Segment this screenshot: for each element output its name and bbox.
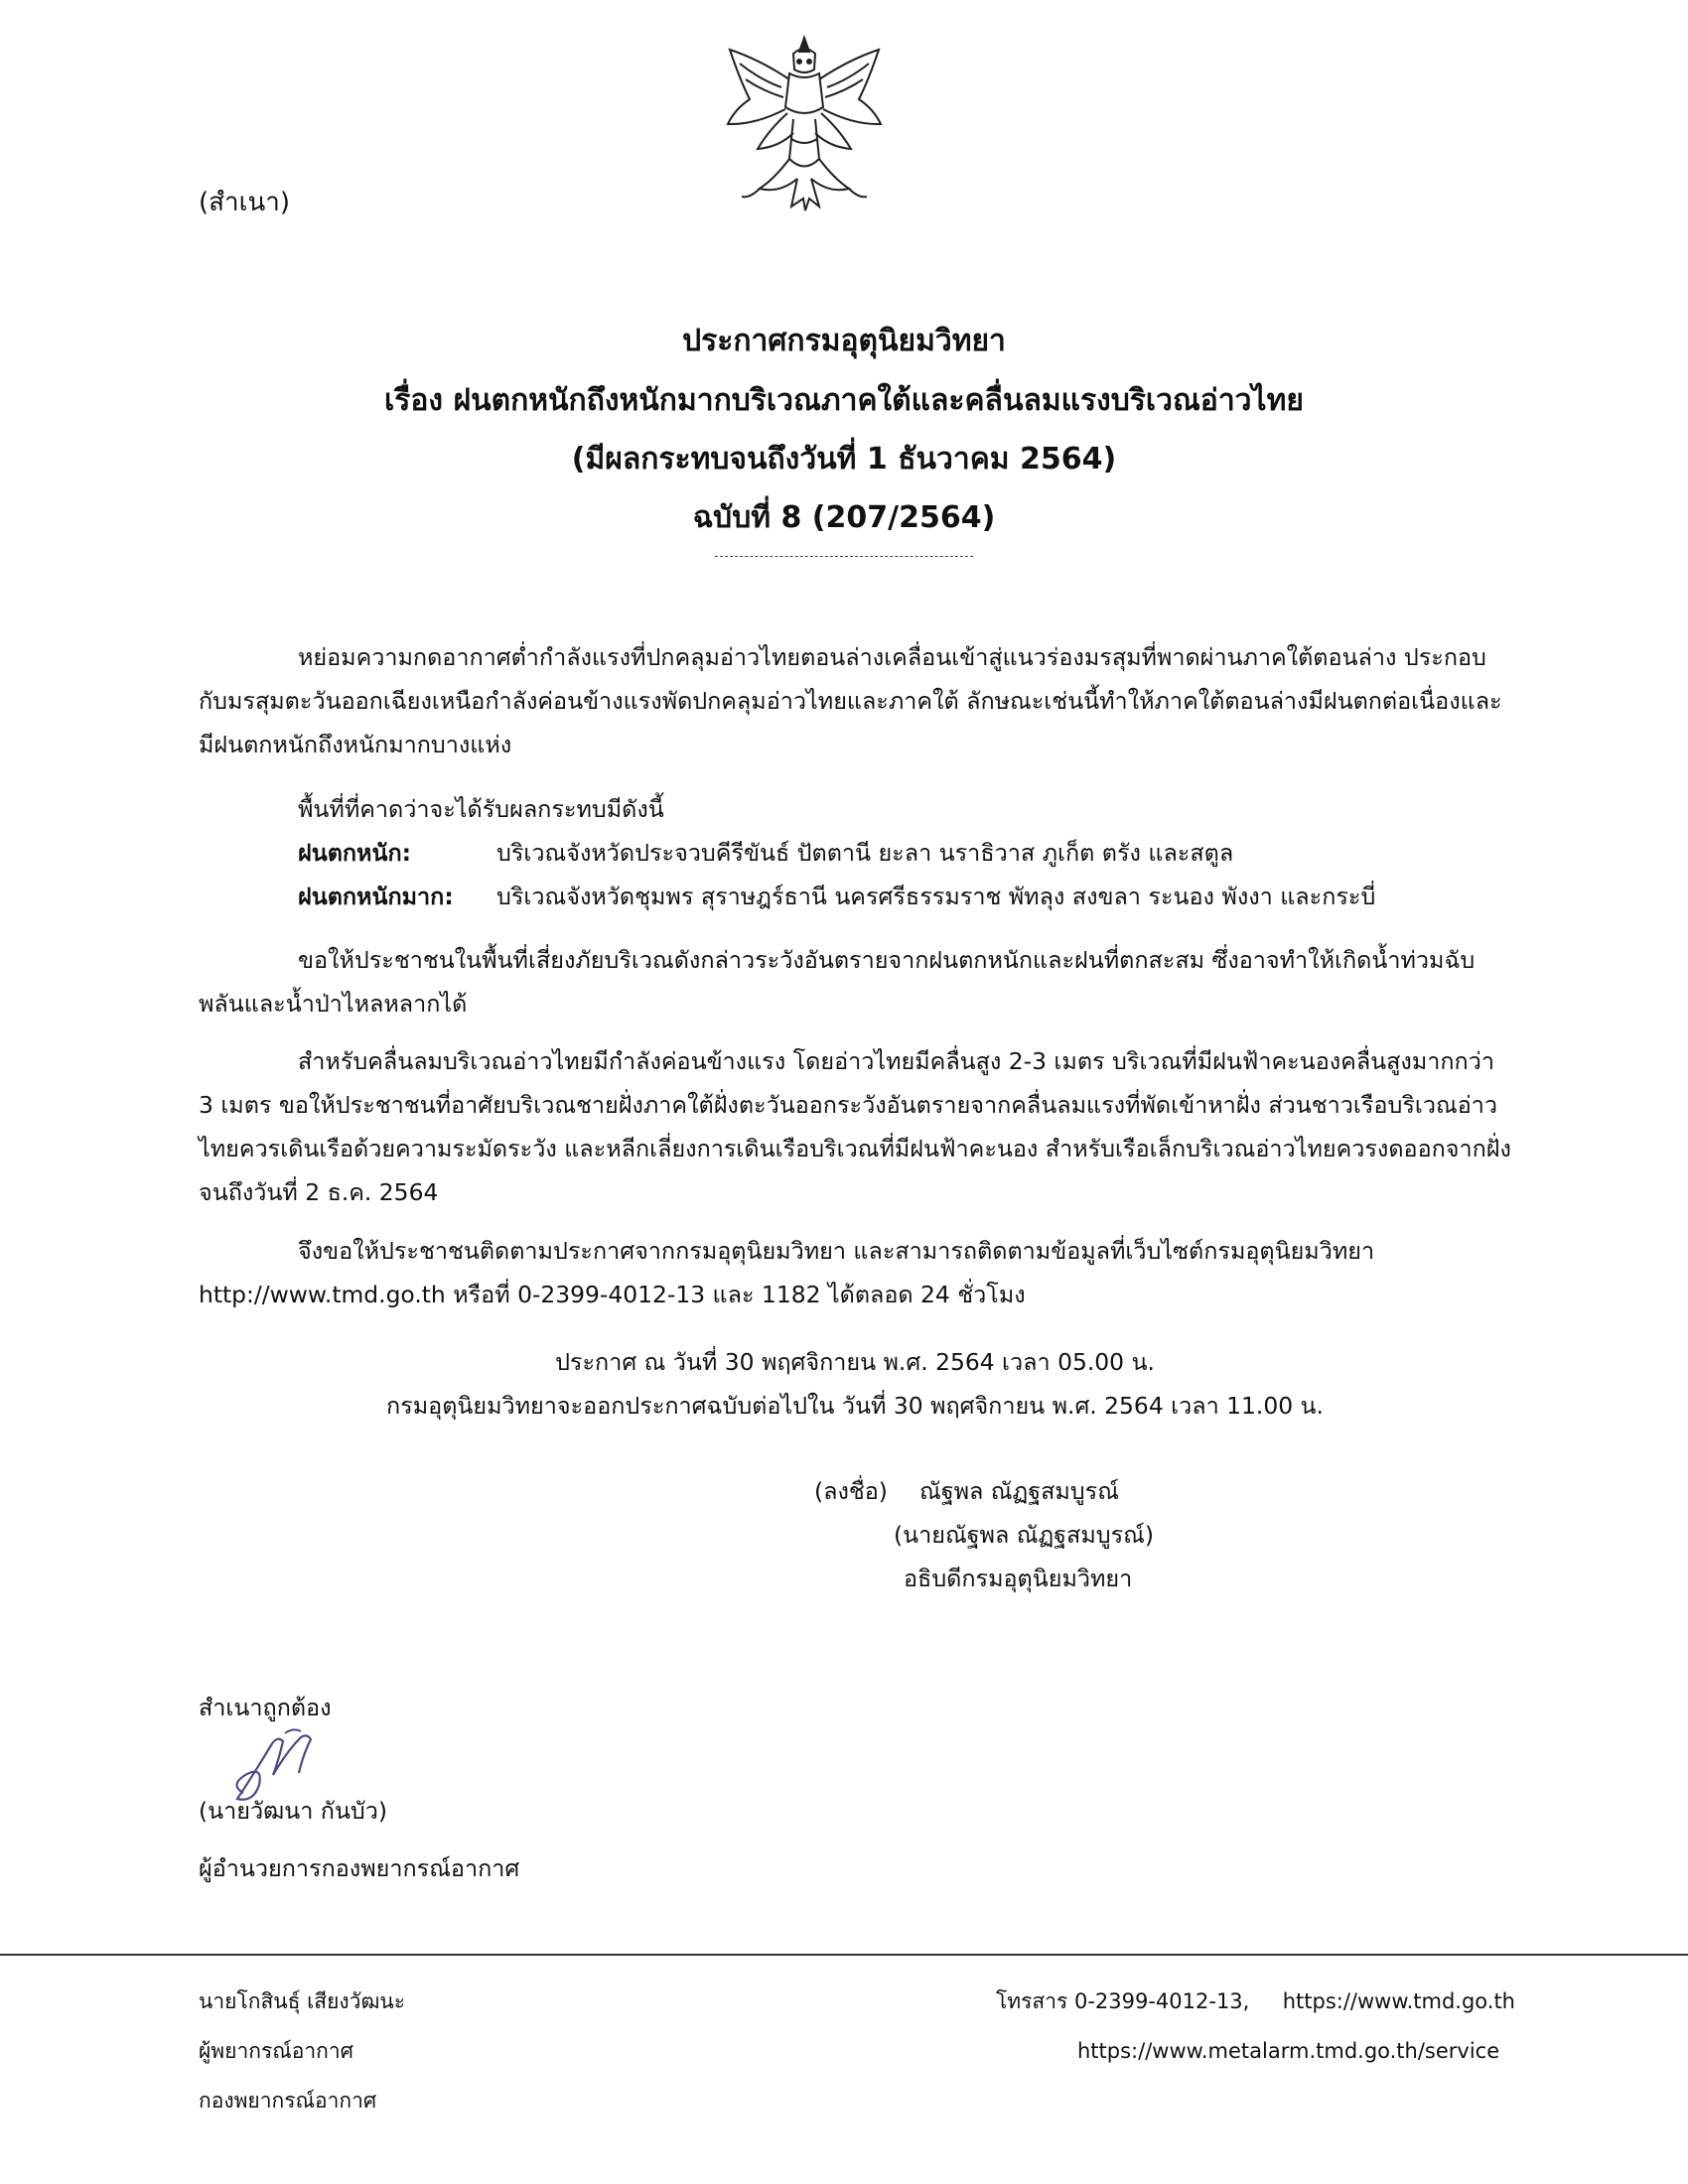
paragraph-situation: หย่อมความกดอากาศต่ำกำลังแรงที่ปกคลุมอ่าวไทยตอนล่างเคลื่อนเข้าสู่แนวร่องมรสุมที่พาดผ่านภาคใต้ตอนล่าง ประกอบกับมรสุมตะวันออกเฉียงเหนือกำลังค่อนข้างแรงพัดปกคลุมอ่าวไทยและภาคใต้ ลักษณะเช่นนี้ทำให้ภาคใต้ตอนล่างมีฝนตกต่อเนื่องและมีฝนตกหนักถึงหนักมากบางแห่ง: [199, 643, 1502, 758]
fax-and-website: โทรสาร 0-2399-4012-13, https://www.tmd.go.th: [996, 1989, 1515, 2013]
very-heavy-rain-areas: บริเวณจังหวัดชุมพร สุราษฎร์ธานี นครศรีธรรมราช พัทลุง สงขลา ระนอง พังงา และกระบี่: [496, 883, 1376, 910]
certified-copy-label: สำเนาถูกต้อง: [199, 1694, 332, 1721]
signature-line: [814, 1469, 1119, 1513]
heavy-rain-areas: บริเวณจังหวัดประจวบคีรีขันธ์ ปัตตานี ยะลา นราธิวาส ภูเก็ต ตรัง และสตูล: [496, 839, 1234, 867]
paragraph-wave-warning: สำหรับคลื่นลมบริเวณอ่าวไทยมีกำลังค่อนข้างแรง โดยอ่าวไทยมีคลื่นสูง 2-3 เมตร บริเวณที่มีฝนฟ้าคะนองคลื่นสูงมากกว่า 3 เมตร ขอให้ประชาชนที่อาศัยบริเวณชายฝั่งภาคใต้ฝั่งตะวันออกระวังอันตรายจากคลื่นลมแรงที่พัดเข้าหาฝั่ง ส่วนชาวเรือบริเวณอ่าวไทยควรเดินเรือด้วยความระมัดระวัง และหลีกเลี่ยงการเดินเรือบริเวณที่มีฝนฟ้าคะนอง สำหรับเรือเล็กบริเวณอ่าวไทยควรงดออกจากฝั่งจนถึงวันที่ 2 ธ.ค. 2564: [199, 1047, 1511, 1206]
signature-label: (ลงชื่อ): [814, 1477, 888, 1505]
garuda-emblem: [720, 30, 889, 218]
issued-at: ประกาศ ณ วันที่ 30 พฤศจิกายน พ.ศ. 2564 เวลา 05.00 น.: [555, 1348, 1155, 1376]
very-heavy-rain-row: [298, 875, 1375, 918]
service-url: https://www.metalarm.tmd.go.th/service: [1077, 2039, 1500, 2063]
heavy-rain-row: [298, 831, 1233, 875]
effective-date: (มีผลกระทบจนถึงวันที่ 1 ธันวาคม 2564): [571, 442, 1117, 477]
forecaster-name: นายโกสินธุ์ เสียงวัฒนะ: [199, 1989, 406, 2013]
certifier-name: (นายวัฒนา กันบัว): [199, 1797, 388, 1825]
announcement-subject: เรื่อง ฝนตกหนักถึงหนักมากบริเวณภาคใต้และคลื่นลมแรงบริเวณอ่าวไทย: [384, 383, 1304, 418]
issue-number: ฉบับที่ 8 (207/2564): [692, 500, 996, 535]
forecaster-division: กองพยากรณ์อากาศ: [199, 2089, 377, 2113]
footer-rule: [0, 1954, 1688, 1956]
signer-full-name: (นายณัฐพล ณัฏฐสมบูรณ์): [894, 1521, 1154, 1549]
heavy-rain-label: ฝนตกหนัก:: [298, 839, 411, 867]
announcement-title: ประกาศกรมอุตุนิยมวิทยา: [682, 324, 1006, 358]
signature-name: ณัฐพล ณัฏฐสมบูรณ์: [919, 1477, 1119, 1505]
paragraph-follow-updates: จึงขอให้ประชาชนติดตามประกาศจากกรมอุตุนิยมวิทยา และสามารถติดตามข้อมูลที่เว็บไซต์กรมอุตุนิยมวิทยา http://www.tmd.go.th หรือที่ 0-2399-4012-13 และ 1182 ได้ตลอด 24 ชั่วโมง: [199, 1237, 1375, 1308]
certifier-position: ผู้อำนวยการกองพยากรณ์อากาศ: [199, 1854, 520, 1882]
copy-mark: (สำเนา): [199, 188, 291, 217]
title-divider: [715, 556, 973, 557]
paragraph-affected-areas: พื้นที่ที่คาดว่าจะได้รับผลกระทบมีดังนี้: [298, 795, 664, 823]
forecaster-role: ผู้พยากรณ์อากาศ: [199, 2039, 353, 2063]
signer-position: อธิบดีกรมอุตุนิยมวิทยา: [904, 1565, 1133, 1592]
very-heavy-rain-label: ฝนตกหนักมาก:: [298, 883, 454, 910]
paragraph-flood-warning: ขอให้ประชาชนในพื้นที่เสี่ยงภัยบริเวณดังกล่าวระวังอันตรายจากฝนตกหนักและฝนที่ตกสะสม ซึ่งอาจทำให้เกิดน้ำท่วมฉับพลันและน้ำป่าไหลหลากได้: [199, 946, 1476, 1018]
next-issue: กรมอุตุนิยมวิทยาจะออกประกาศฉบับต่อไปใน วันที่ 30 พฤศจิกายน พ.ศ. 2564 เวลา 11.00 น.: [386, 1392, 1324, 1420]
